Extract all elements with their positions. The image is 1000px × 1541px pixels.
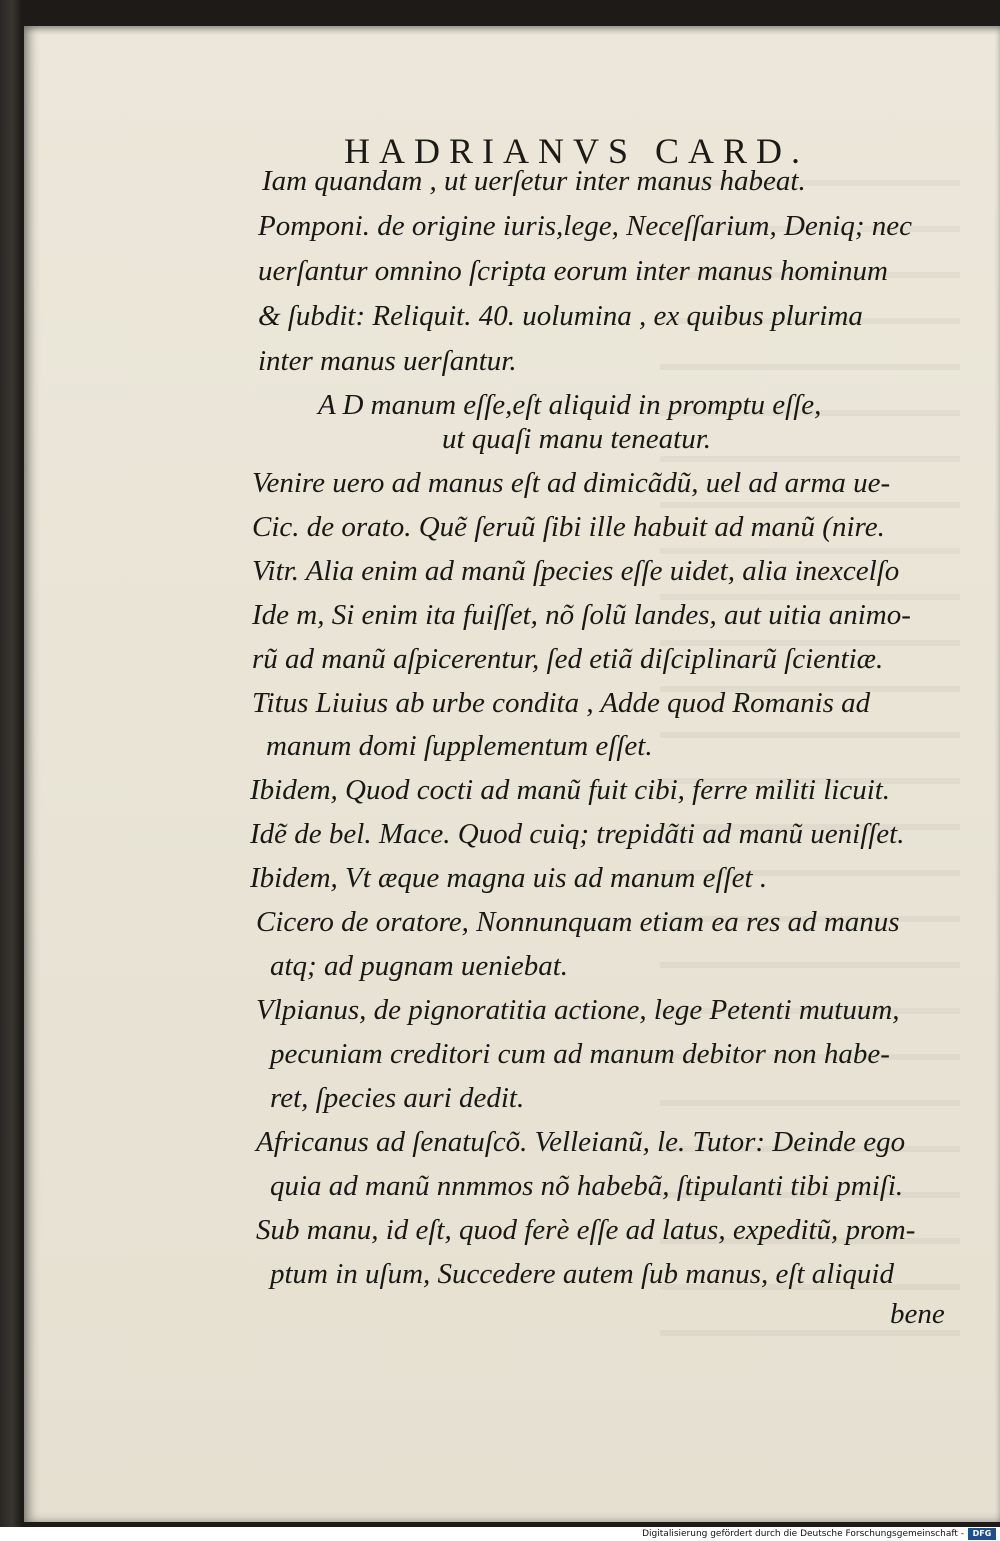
dfg-logo: DFG bbox=[968, 1528, 996, 1540]
text-line: inter manus uerſantur. bbox=[258, 345, 517, 377]
text-line: ret, ſpecies auri dedit. bbox=[270, 1082, 525, 1114]
running-head: HADRIANVS CARD. bbox=[344, 131, 810, 171]
text-line: uerſantur omnino ſcripta eorum inter manus hominum bbox=[258, 255, 888, 287]
text-line: A D manum eſſe,eſt aliquid in promptu eſſe, bbox=[318, 389, 822, 421]
text-line: Ibidem, Vt æque magna uis ad manum eſſet . bbox=[250, 862, 768, 894]
text-line: Venire uero ad manus eſt ad dimicãdũ, uel ad arma ue- bbox=[252, 467, 891, 499]
text-line: Ide m, Si enim ita fuiſſet, nõ ſolũ landes, aut uitia animo- bbox=[252, 599, 911, 631]
text-line: Cic. de orato. Quẽ ſeruũ ſibi ille habuit ad manũ (nire. bbox=[252, 511, 885, 543]
text-line: atq; ad pugnam ueniebat. bbox=[270, 950, 569, 982]
catchword: bene bbox=[890, 1298, 945, 1330]
text-line: Iam quandam , ut uerſetur inter manus habeat. bbox=[262, 165, 806, 197]
text-line: Vitr. Alia enim ad manũ ſpecies eſſe uidet, alia inexcelſo bbox=[252, 555, 900, 587]
text-line: Idẽ de bel. Mace. Quod cuiq; trepidãti ad manũ ueniſſet. bbox=[250, 818, 905, 850]
text-line: Titus Liuius ab urbe condita , Adde quod Romanis ad bbox=[252, 687, 871, 719]
text-line: ut quaſi manu teneatur. bbox=[442, 423, 712, 455]
text-line: Pomponi. de origine iuris,lege, Neceſſarium, Deniq; nec bbox=[258, 210, 912, 242]
text-line: rũ ad manũ aſpicerentur, ſed etiã diſciplinarũ ſcientiæ. bbox=[252, 643, 884, 675]
text-line: Sub manu, id eſt, quod ferè eſſe ad latus, expeditũ, prom- bbox=[256, 1214, 916, 1246]
text-line: ptum in uſum, Succedere autem ſub manus, eſt aliquid bbox=[270, 1258, 894, 1290]
body-text bbox=[24, 26, 1000, 1522]
text-line: pecuniam creditori cum ad manum debitor non habe- bbox=[270, 1038, 890, 1070]
text-line: & ſubdit: Reliquit. 40. uolumina , ex quibus plurima bbox=[258, 300, 863, 332]
funding-credit: Digitalisierung gefördert durch die Deutsche Forschungsgemeinschaft - bbox=[642, 1529, 964, 1539]
text-line: Cicero de oratore, Nonnunquam etiam ea res ad manus bbox=[256, 906, 900, 938]
text-line: Ibidem, Quod cocti ad manũ fuit cibi, ferre militi licuit. bbox=[250, 774, 891, 806]
text-line: Vlpianus, de pignoratitia actione, lege Petenti mutuum, bbox=[256, 994, 900, 1026]
text-line: manum domi ſupplementum eſſet. bbox=[266, 730, 653, 762]
text-line: Africanus ad ſenatuſcõ. Velleianũ, le. Tutor: Deinde ego bbox=[256, 1126, 906, 1158]
digitization-footer bbox=[0, 1527, 1000, 1541]
text-line: quia ad manũ nnmmos nõ habebã, ſtipulanti tibi pmiſi. bbox=[270, 1170, 904, 1202]
book-page bbox=[24, 26, 1000, 1522]
